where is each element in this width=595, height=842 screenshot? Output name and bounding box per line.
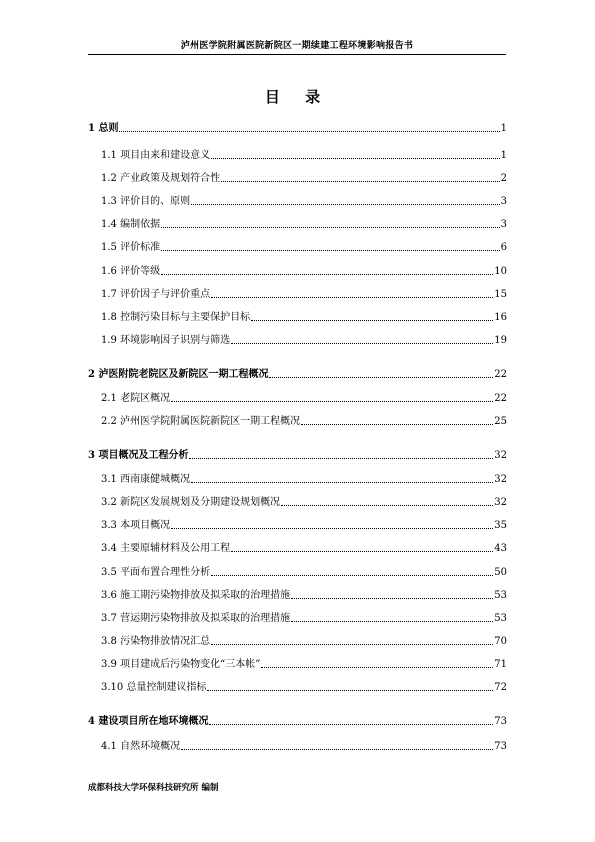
toc-entry-title: 3.4 主要原辅材料及公用工程 (101, 543, 231, 554)
toc-section-entry[interactable] (101, 171, 507, 185)
toc-section-entry[interactable] (101, 287, 507, 301)
footer-publisher: 成都科技大学环保科技研究所 编制 (88, 783, 219, 793)
toc-section-entry[interactable] (101, 611, 507, 625)
toc-section-entry[interactable] (101, 472, 507, 486)
toc-entry-title: 3.10 总量控制建议指标 (101, 682, 207, 693)
dot-leader (281, 505, 493, 506)
toc-section-entry[interactable] (101, 495, 507, 509)
dot-leader (269, 377, 493, 378)
toc-page-number: 22 (494, 393, 507, 404)
dot-leader (211, 644, 493, 645)
toc-page-number: 50 (494, 567, 507, 578)
toc-section-entry[interactable] (101, 657, 507, 671)
dot-leader (231, 551, 493, 552)
toc-page-number: 43 (494, 543, 507, 554)
dot-leader (301, 424, 493, 425)
toc-chapter-entry[interactable] (88, 367, 507, 381)
toc-section-entry[interactable] (101, 541, 507, 555)
dot-leader (231, 343, 493, 344)
toc-entry-title: 1.6 评价等级 (101, 266, 161, 277)
toc-page-number: 73 (494, 741, 507, 752)
toc-entry-title: 3.9 项目建成后污染物变化“三本帐” (101, 659, 261, 670)
dot-leader (221, 181, 500, 182)
toc-page-number: 22 (494, 369, 507, 380)
toc-page-number: 73 (494, 716, 507, 727)
toc-entry-title: 3.2 新院区发展规划及分期建设规划概况 (101, 497, 281, 508)
table-of-contents (88, 0, 507, 842)
toc-entry-title: 2.1 老院区概况 (101, 393, 171, 404)
dot-leader (191, 482, 493, 483)
toc-page-number: 6 (500, 242, 507, 253)
dot-leader (161, 227, 500, 228)
toc-section-entry[interactable] (101, 264, 507, 278)
toc-chapter-entry[interactable] (88, 714, 507, 728)
toc-entry-title: 2 泸医附院老院区及新院区一期工程概况 (88, 369, 269, 380)
toc-page-number: 32 (494, 497, 507, 508)
dot-leader (181, 749, 493, 750)
toc-page-number: 1 (500, 150, 507, 161)
toc-page-number: 15 (494, 289, 507, 300)
toc-page-number: 1 (500, 123, 507, 134)
toc-section-entry[interactable] (101, 217, 507, 231)
dot-leader (171, 401, 493, 402)
dot-leader (211, 575, 493, 576)
toc-chapter-entry[interactable] (88, 121, 507, 135)
toc-section-entry[interactable] (101, 588, 507, 602)
toc-page-number: 16 (494, 312, 507, 323)
toc-section-entry[interactable] (101, 391, 507, 405)
toc-section-entry[interactable] (101, 194, 507, 208)
toc-section-entry[interactable] (101, 310, 507, 324)
toc-entry-title: 1.5 评价标准 (101, 242, 161, 253)
toc-page-number: 25 (494, 416, 507, 427)
toc-page-number: 3 (500, 219, 507, 230)
dot-leader (209, 724, 493, 725)
dot-leader (207, 690, 493, 691)
toc-entry-title: 3.8 污染物排放情况汇总 (101, 636, 211, 647)
toc-entry-title: 4 建设项目所在地环境概况 (88, 716, 209, 727)
toc-entry-title: 3.3 本项目概况 (101, 520, 171, 531)
toc-section-entry[interactable] (101, 518, 507, 532)
running-header: 泸州医学院附属医院新院区一期续建工程环境影响报告书 (88, 38, 506, 55)
dot-leader (119, 131, 499, 132)
toc-page-number: 53 (494, 590, 507, 601)
toc-entry-title: 1.7 评价因子与评价重点 (101, 289, 211, 300)
toc-entry-title: 1.1 项目由来和建设意义 (101, 150, 211, 161)
toc-entry-title: 1.2 产业政策及规划符合性 (101, 173, 221, 184)
dot-leader (251, 320, 493, 321)
toc-entry-title: 1.9 环境影响因子识别与筛选 (101, 335, 231, 346)
toc-entry-title: 2.2 泸州医学院附属医院新院区一期工程概况 (101, 416, 301, 427)
toc-entry-title: 3.1 西南康健城概况 (101, 474, 191, 485)
toc-page-number: 71 (494, 659, 507, 670)
toc-section-entry[interactable] (101, 565, 507, 579)
toc-entry-title: 1 总则 (88, 123, 119, 134)
dot-leader (161, 274, 493, 275)
toc-entry-title: 4.1 自然环境概况 (101, 741, 181, 752)
toc-section-entry[interactable] (101, 680, 507, 694)
toc-entry-title: 1.4 编制依据 (101, 219, 161, 230)
dot-leader (161, 250, 500, 251)
toc-page-number: 32 (494, 474, 507, 485)
toc-section-entry[interactable] (101, 634, 507, 648)
toc-page-number: 70 (494, 636, 507, 647)
toc-page-number: 2 (500, 173, 507, 184)
toc-section-entry[interactable] (101, 333, 507, 347)
toc-entry-title: 3 项目概况及工程分析 (88, 450, 189, 461)
toc-section-entry[interactable] (101, 148, 507, 162)
toc-entry-title: 1.8 控制污染目标与主要保护目标 (101, 312, 251, 323)
toc-entry-title: 3.5 平面布置合理性分析 (101, 567, 211, 578)
dot-leader (211, 297, 493, 298)
dot-leader (291, 621, 493, 622)
dot-leader (291, 598, 493, 599)
toc-page-number: 32 (494, 450, 507, 461)
toc-section-entry[interactable] (101, 240, 507, 254)
dot-leader (211, 158, 500, 159)
toc-entry-title: 1.3 评价目的、原则 (101, 196, 191, 207)
toc-page-number: 35 (494, 520, 507, 531)
toc-page-number: 19 (494, 335, 507, 346)
toc-entry-title: 3.6 施工期污染物排放及拟采取的治理措施 (101, 590, 291, 601)
toc-page-number: 10 (494, 266, 507, 277)
dot-leader (171, 528, 493, 529)
dot-leader (261, 667, 493, 668)
dot-leader (189, 458, 493, 459)
toc-page-number: 53 (494, 613, 507, 624)
toc-page-number: 72 (494, 682, 507, 693)
toc-section-entry[interactable] (101, 414, 507, 428)
toc-title: 目 录 (264, 88, 331, 106)
dot-leader (191, 204, 500, 205)
toc-entry-title: 3.7 营运期污染物排放及拟采取的治理措施 (101, 613, 291, 624)
toc-section-entry[interactable] (101, 739, 507, 753)
toc-chapter-entry[interactable] (88, 448, 507, 462)
toc-page-number: 3 (500, 196, 507, 207)
